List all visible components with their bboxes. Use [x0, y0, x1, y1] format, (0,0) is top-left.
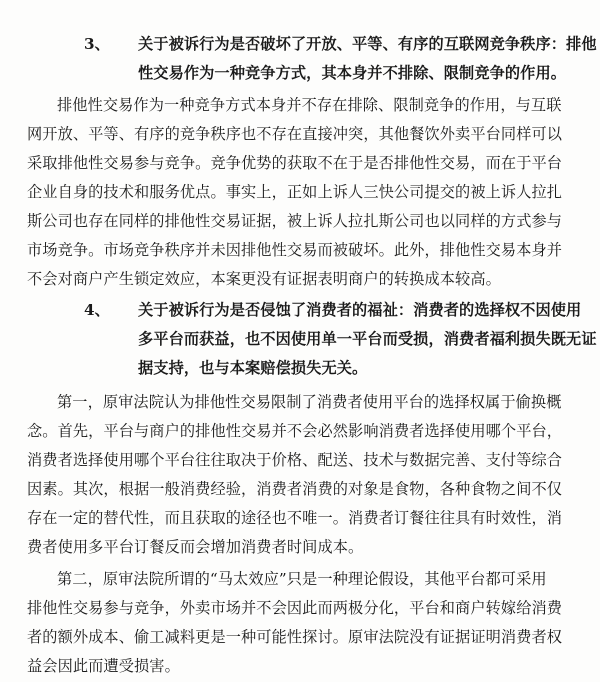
- section-4-para1-line: 念。首先，平台与商户的排他性交易并不会必然影响消费者选择使用哪个平台，: [27, 422, 563, 440]
- section-3-body-line: 采取排他性交易参与竞争。竞争优势的获取不在于是否排他性交易，而在于平台: [27, 154, 563, 172]
- section-3-body-line: 不会对商户产生锁定效应，本案更没有证据表明商户的转换成本较高。: [27, 270, 501, 288]
- section-4-number: 4、: [84, 301, 110, 319]
- section-4-para2-line: 排他性交易参与竞争，外卖市场并不会因此而两极分化，平台和商户转嫁给消费: [27, 599, 563, 617]
- section-4-heading-line: 据支持，也与本案赔偿损失无关。: [138, 359, 368, 377]
- section-4-para2-line: 者的额外成本、偷工减料更是一种可能性探讨。原审法院没有证据证明消费者权: [27, 628, 563, 646]
- section-4-para1-line: 因素。其次，根据一般消费经验，消费者消费的对象是食物，各种食物之间不仅: [27, 480, 563, 498]
- section-3-body-line: 市场竞争。市场竞争秩序并未因排他性交易而被破坏。此外，排他性交易本身并: [27, 241, 563, 259]
- section-3-body-line: 排他性交易作为一种竞争方式本身并不存在排除、限制竞争的作用，与互联: [57, 96, 562, 114]
- section-4-heading-line: 关于被诉行为是否侵蚀了消费者的福祉：消费者的选择权不因使用: [138, 301, 582, 319]
- section-4-para1-line: 消费者选择使用哪个平台往往取决于价格、配送、技术与数据完善、支付等综合: [27, 451, 563, 469]
- section-4-para2-line: 益会因此而遭受损害。: [27, 657, 180, 675]
- section-4-para1-line: 费者使用多平台订餐反而会增加消费者时间成本。: [27, 538, 364, 556]
- section-3-body-line: 斯公司也存在同样的排他性交易证据，被上诉人拉扎斯公司也以同样的方式参与: [27, 212, 563, 230]
- section-4-para1-line: 第一，原审法院认为排他性交易限制了消费者使用平台的选择权属于偷换概: [57, 393, 562, 411]
- section-4-para1-line: 存在一定的替代性，而且获取的途径也不唯一。消费者订餐往往具有时效性，消: [27, 509, 563, 527]
- section-3-body-line: 网开放、平等、有序的竞争秩序也不存在直接冲突，其他餐饮外卖平台同样可以: [27, 125, 563, 143]
- section-3-heading-line: 关于被诉行为是否破坏了开放、平等、有序的互联网竞争秩序：排他: [138, 35, 597, 53]
- section-3-heading-line: 性交易作为一种竞争方式，其本身并不排除、限制竞争的作用。: [138, 64, 567, 82]
- section-3-number: 3、: [84, 35, 110, 53]
- section-4-para2-line: 第二，原审法院所谓的“马太效应”只是一种理论假设，其他平台都可采用: [57, 570, 547, 588]
- section-4-heading-line: 多平台而获益，也不因使用单一平台而受损，消费者福利损失既无证: [138, 330, 597, 348]
- section-3-body-line: 企业自身的技术和服务优点。事实上，正如上诉人三快公司提交的被上诉人拉扎: [27, 183, 563, 201]
